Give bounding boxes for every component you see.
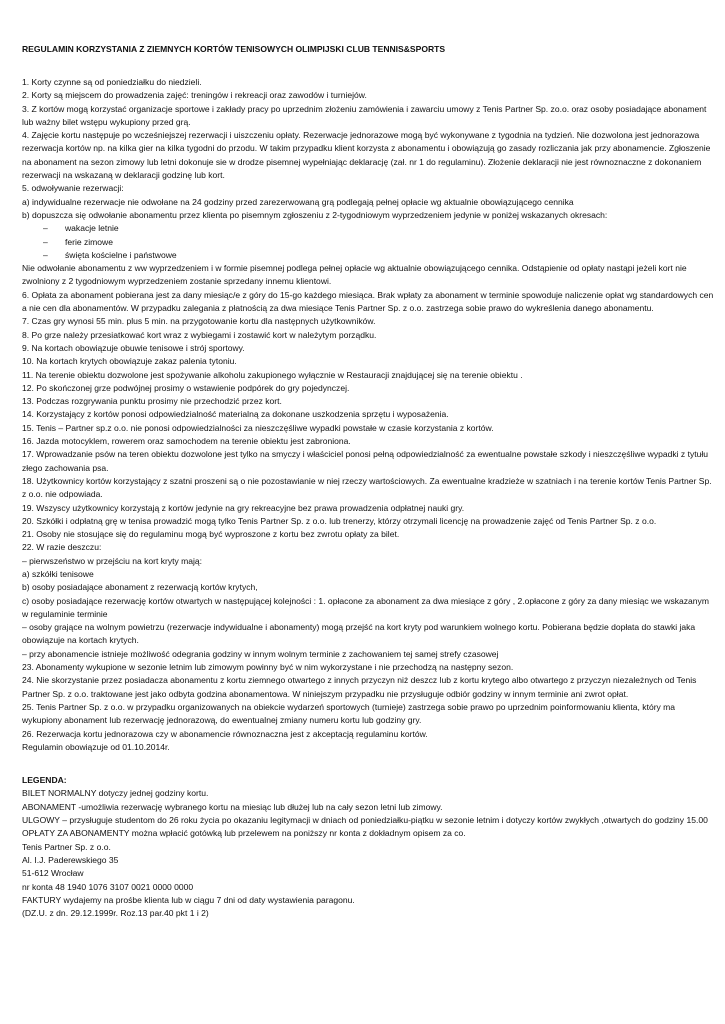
rule-line: 11. Na terenie obiektu dozwolone jest spożywanie alkoholu zakupionego wyłącznie w Restauracji znajdującej się na terenie obiektu .	[22, 369, 523, 380]
rule-line: rezerwacji na wskazaną w deklaracji godzinę lub kort.	[22, 170, 225, 181]
legend-title: LEGENDA:	[22, 775, 67, 786]
rule-line: 20. Szkółki i odpłatną grę w tenisa prowadzić mogą tylko Tenis Partner Sp. z o.o. lub trenerzy, którzy otrzymali licencję na prowadzenie zajęć od Tenis Partner Sp. z o.o.	[22, 515, 657, 526]
rule-line: 9. Na kortach obowiązuje obuwie tenisowe i strój sportowy.	[22, 342, 245, 353]
document-page	[22, 44, 714, 920]
period-label: wakacje letnie	[65, 223, 119, 234]
rule-line: 14. Korzystający z kortów ponosi odpowiedzialność materialną za dokonane uszkodzenia sprzętu i wyposażenia.	[22, 409, 449, 420]
rule-line: lub ważny bilet wstępu wykupiony przed grą.	[22, 116, 191, 127]
rule-line: 15. Tenis – Partner sp.z o.o. nie ponosi odpowiedzialności za nieszczęśliwe wypadki powstałe w czasie korzystania z kortów.	[22, 422, 494, 433]
rule-line: a nie cen dla abonamentów. W przypadku zalegania z płatnością za dwa miesiące Tenis Partner Sp. z o.o. zastrzega sobie prawo do wykreślenia danego abonamentu.	[22, 303, 654, 314]
rules-section-continued	[22, 262, 714, 754]
rule-line: Nie odwołanie abonamentu z ww wyprzedzeniem i w formie pisemnej podlega pełnej opłacie wg aktualnie obowiązującego cennika. Odstąpienie od opłaty nastąpi jeżeli kort nie	[22, 263, 687, 274]
legend-line: (DZ.U. z dn. 29.12.1999r. Roz.13 par.40 pkt 1 i 2)	[22, 908, 209, 919]
period-label: ferie zimowe	[65, 236, 113, 247]
rule-line: 2. Korty są miejscem do prowadzenia zajęć: treningów i rekreacji oraz zawodów i turniejów.	[22, 90, 367, 101]
rule-line: 7. Czas gry wynosi 55 min. plus 5 min. na przygotowanie kortu dla następnych użytkowników.	[22, 316, 376, 327]
rule-line: 26. Rezerwacja kortu jednorazowa czy w abonamencie równoznaczna jest z akceptacją regulaminu kortów.	[22, 728, 428, 739]
rule-line: 25. Tenis Partner Sp. z o.o. w przypadku organizowanych na obiekcie wydarzeń sportowych (turnieje) zastrzega sobie prawo po uprzednim poinformowaniu klienta, który ma	[22, 701, 676, 712]
dash-bullet-icon: –	[43, 236, 48, 247]
document-title: REGULAMIN KORZYSTANIA Z ZIEMNYCH KORTÓW TENISOWYCH OLIMPIJSKI CLUB TENNIS&SPORTS	[22, 44, 446, 54]
rule-line: zwolniony z 2 tygodniowym wyprzedzeniem zostanie sprzedany innemu klientowi.	[22, 276, 332, 287]
dash-bullet-icon: –	[43, 249, 48, 260]
rule-line: 22. W razie deszczu:	[22, 542, 102, 553]
rule-line: – pierwszeństwo w przejściu na kort kryty mają:	[22, 555, 203, 566]
period-list-item	[22, 249, 714, 262]
rule-line: rezerwacja kortów np. na kilka gier na kilka tygodni do przodu. W takim przypadku klient korzysta z abonamentu i obowiązują go zasady rozliczania jak przy abonamencie. Zgłoszenie	[22, 143, 711, 154]
rule-line: 1. Korty czynne są od poniedziałku do niedzieli.	[22, 77, 202, 87]
rule-line: 17. Wprowadzanie psów na teren obiektu dozwolone jest tylko na smyczy i właściciel ponosi pełną odpowiedzialność za ewentualne powstałe szkody i nieszczęśliwe wypadki z tytułu	[22, 449, 709, 460]
rule-line: obowiązuje na kortach krytych.	[22, 635, 139, 646]
rule-line: 23. Abonamenty wykupione w sezonie letnim lub zimowym powinny być w nim wykorzystane i nie przechodzą na następny sezon.	[22, 662, 514, 673]
legend-line: ABONAMENT -umożliwia rezerwację wybranego kortu na miesiąc lub dłużej lub na cały sezon letni lub zimowy.	[22, 801, 443, 812]
legend-line: Tenis Partner Sp. z o.o.	[22, 841, 111, 852]
rule-line: w regulaminie terminie	[22, 608, 108, 619]
rules-section	[22, 76, 714, 222]
rule-line: – przy abonamencie istnieje możliwość odegrania godziny w innym wolnym terminie z zachowaniem tej samej strefy czasowej	[22, 648, 499, 659]
rule-line: 16. Jazda motocyklem, rowerem oraz samochodem na terenie obiektu jest zabroniona.	[22, 436, 351, 447]
rule-line: 3. Z kortów mogą korzystać organizacje sportowe i zakłady pracy po uprzednim złożeniu zamówienia i zawarciu umowy z Tenis Partner Sp. zo.o. oraz osoby posiadające abonament	[22, 103, 707, 114]
legend-line: ULGOWY – przysługuje studentom do 26 roku życia po okazaniu legitymacji w dniach od poniedziałku-piątku w sezonie letnim i dotyczy kortów zwykłych ,otwartych do godziny 15.00	[22, 815, 708, 826]
rule-line: z o.o. nie odpowiada.	[22, 489, 103, 500]
period-list-item	[22, 236, 714, 249]
legend-line: OPŁATY ZA ABONAMENTY można wpłacić gotówką lub przelewem na poniższy nr konta z dokładnym opisem za co.	[22, 828, 466, 839]
rule-line: 18. Użytkownicy kortów korzystający z szatni proszeni są o nie pozostawianie w niej rzeczy wartościowych. Za ewentualne kradzieże w szatniach i na terenie kortów Tenis Partner Sp.	[22, 475, 712, 486]
rule-line: 13. Podczas rozgrywania punktu prosimy nie przechodzić przez kort.	[22, 396, 282, 407]
rule-line: a) szkółki tenisowe	[22, 568, 94, 579]
legend-section	[22, 787, 714, 920]
rule-line: 6. Opłata za abonament pobierana jest za dany miesiąc/e z góry do 15-go każdego miesiąca. Brak wpłaty za abonament w terminie spowoduje naliczenie opłat wg standardowych cen	[22, 289, 714, 300]
rule-line: 21. Osoby nie stosujące się do regulaminu mogą być wyproszone z kortu bez zwrotu opłaty za bilet.	[22, 529, 400, 540]
rule-line: c) osoby posiadające rezerwację kortów otwartych w następującej kolejności : 1. opłacone za abonament za dwa miesiące z góry , 2.opłacone z góry za dany miesiąc we wskazanym	[22, 595, 709, 606]
period-label: święta kościelne i państwowe	[65, 249, 177, 260]
rule-line: a) indywidualne rezerwacje nie odwołane na 24 godziny przed zarezerwowaną grą podlegają pełnej opłacie wg aktualnie obowiązującego cennika	[22, 196, 574, 207]
legend-line: 51-612 Wrocław	[22, 868, 84, 879]
legend-line: Al. I.J. Paderewskiego 35	[22, 854, 119, 865]
rule-line: 10. Na kortach krytych obowiązuje zakaz palenia tytoniu.	[22, 356, 237, 367]
rule-line: b) dopuszcza się odwołanie abonamentu przez klienta po pisemnym zgłoszeniu z 2-tygodniowym wyprzedzeniem jedynie w poniżej wskazanych okresach:	[22, 209, 608, 220]
rule-line: 5. odwoływanie rezerwacji:	[22, 183, 124, 194]
cancellation-periods-list	[22, 222, 714, 262]
rule-line: 8. Po grze należy przesiatkować kort wraz z wybiegami i zostawić kort w należytym porządku.	[22, 329, 377, 340]
rule-line: wykupiony abonament lub rezerwację jednorazową, do ewentualnej zmiany numeru kortu lub godziny gry.	[22, 715, 422, 726]
rule-line: złego zachowania psa.	[22, 462, 109, 473]
rule-line: 24. Nie skorzystanie przez posiadacza abonamentu z kortu ziemnego otwartego z innych przyczyn niż deszcz lub z kortu krytego albo otwartego z przyczyn niezależnych od Tenis	[22, 675, 697, 686]
period-list-item	[22, 222, 714, 235]
legend-line: FAKTURY wydajemy na prośbe klienta lub w ciągu 7 dni od daty wystawienia paragonu.	[22, 894, 355, 905]
legend-line: BILET NORMALNY dotyczy jednej godziny kortu.	[22, 788, 209, 799]
section-spacer	[22, 754, 714, 774]
rule-line: Partner Sp. z o.o. traktowane jest jako odbyta godzina abonamentowa. W niniejszym przypadku nie przysługuje odbiór godziny w innym terminie ani zwrot opłat.	[22, 688, 629, 699]
legend-line: nr konta 48 1940 1076 3107 0021 0000 0000	[22, 881, 194, 892]
rule-line: – osoby grające na wolnym powietrzu (rezerwacje indywidualne i abonamenty) mogą przejść na kort kryty pod warunkiem wolnego kortu. Pobierana będzie dopłata do stawki jaka	[22, 622, 696, 633]
rule-line: Regulamin obowiązuje od 01.10.2014r.	[22, 741, 170, 752]
dash-bullet-icon: –	[43, 223, 48, 234]
rule-line: na abonament na sezon zimowy lub letni dokonuje sie w drodze pisemnej wypełniając deklarację (zał. nr 1 do regulaminu). Złożenie deklaracji nie jest równoznaczne z dokonaniem	[22, 156, 702, 167]
rule-line: 4. Zajęcie kortu następuje po wcześniejszej rezerwacji i uiszczeniu opłaty. Rezerwacje jednorazowe mogą być wykonywane z tygodnia na tydzień. Nie dozwolona jest jednorazowa	[22, 130, 700, 141]
rule-line: 19. Wszyscy użytkownicy korzystają z kortów jedynie na gry rekreacyjne bez prawa prowadzenia odpłatnej nauki gry.	[22, 502, 465, 513]
rule-line: 12. Po skończonej grze podwójnej prosimy o wstawienie podpórek do gry pojedynczej.	[22, 382, 350, 393]
rule-line: b) osoby posiadające abonament z rezerwacją kortów krytych,	[22, 582, 258, 593]
